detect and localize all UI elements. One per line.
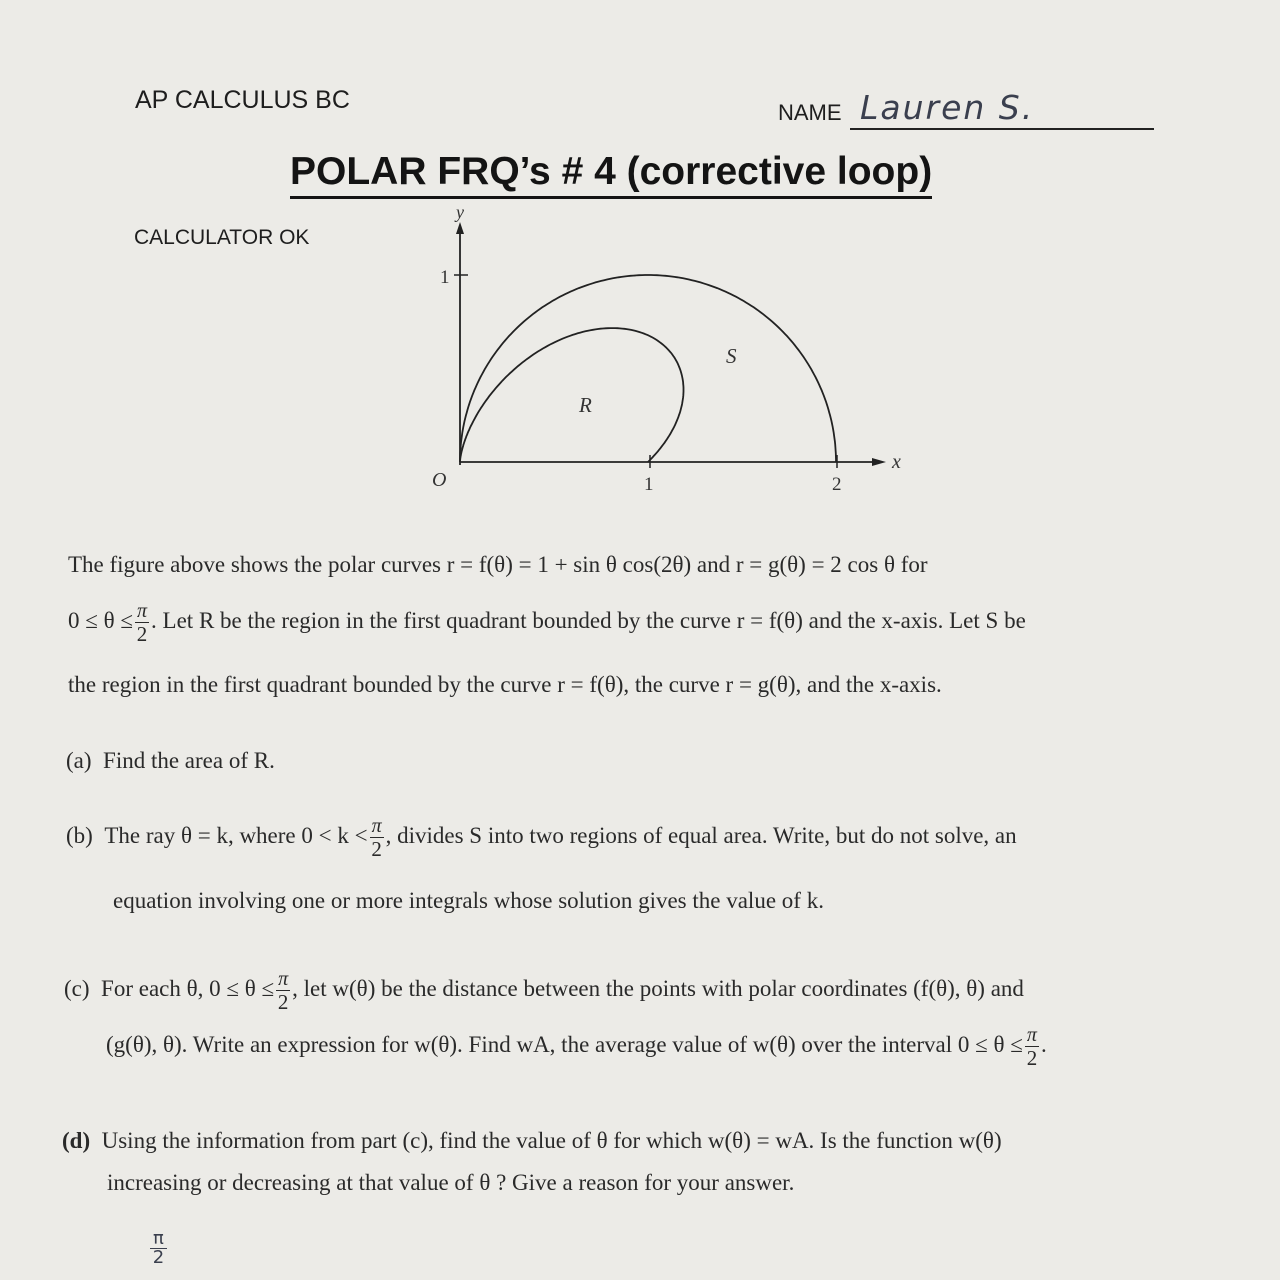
handwritten-fraction-note — [150, 1230, 167, 1267]
part-a-label: (a) — [66, 748, 92, 773]
pi-over-2-fraction — [135, 600, 149, 645]
name-label: NAME — [778, 100, 842, 125]
intro-line-2 — [68, 600, 1026, 645]
intro-line-2-start: 0 ≤ θ ≤ — [68, 607, 134, 633]
y-axis-label: y — [456, 202, 464, 222]
intro-line-1: The figure above shows the polar curves r = f(θ) = 1 + sin θ cos(2θ) and r = g(θ) = 2 cos θ for — [68, 552, 928, 577]
handwritten-name: Lauren S. — [860, 88, 1035, 127]
intro-line-2-end: . Let R be the region in the first quadrant bounded by the curve r = f(θ) and the x-axis. Let S be — [151, 607, 1026, 633]
handwritten-note-numerator: π — [150, 1230, 167, 1249]
part-a — [66, 748, 275, 774]
part-b-line-2: equation involving one or more integrals whose solution gives the value of k. — [113, 888, 824, 913]
fraction-denominator: 2 — [371, 837, 382, 861]
fraction-numerator: π — [1026, 1024, 1037, 1046]
fraction-numerator: π — [371, 815, 382, 837]
part-b-line-1-start: The ray θ = k, where 0 < k < — [104, 822, 368, 848]
name-underline — [850, 128, 1154, 130]
pi-over-2-fraction — [370, 815, 384, 860]
curve-f — [460, 328, 684, 462]
part-c-line-1 — [64, 968, 1024, 1013]
part-c-line-2-end: . — [1040, 1031, 1047, 1057]
part-c-label: (c) — [64, 975, 90, 1001]
fraction-numerator: π — [278, 968, 289, 990]
fraction-denominator: 2 — [277, 990, 289, 1014]
part-c-line-1-end: , let w(θ) be the distance between the points with polar coordinates (f(θ), θ) and — [292, 975, 1024, 1001]
part-d-line-2: increasing or decreasing at that value of θ ? Give a reason for your answer. — [107, 1170, 795, 1195]
fraction-numerator: π — [137, 600, 148, 622]
intro-line-3: the region in the first quadrant bounded by the curve r = f(θ), the curve r = g(θ), and the x-axis. — [68, 672, 942, 697]
part-b-line-1-end: , divides S into two regions of equal area. Write, but do not solve, an — [385, 822, 1017, 848]
part-b-line-1 — [66, 815, 1017, 860]
fraction-denominator: 2 — [1026, 1046, 1038, 1070]
course-title: AP CALCULUS BC — [135, 86, 350, 114]
part-c-line-2-start: (g(θ), θ). Write an expression for w(θ). Find wA, the average value of w(θ) over the interval 0 ≤ θ ≤ — [106, 1031, 1023, 1057]
part-c-line-1-start: For each θ, 0 ≤ θ ≤ — [101, 975, 275, 1001]
pi-over-2-fraction — [1025, 1024, 1039, 1069]
region-r-label: R — [579, 393, 592, 417]
part-d-line-1 — [62, 1128, 1002, 1154]
handwritten-note-denominator: 2 — [152, 1247, 165, 1268]
part-b-label: (b) — [66, 822, 93, 848]
part-d-label: (d) — [62, 1128, 91, 1153]
part-d-line-1-text: Using the information from part (c), find the value of θ for which w(θ) = wA. Is the function w(θ) — [101, 1128, 1002, 1153]
polar-curves-figure — [400, 200, 910, 500]
region-s-label: S — [726, 344, 737, 368]
y-tick-label-1: 1 — [440, 267, 450, 288]
x-tick-label-2: 2 — [832, 474, 842, 495]
x-tick-label-1: 1 — [644, 474, 654, 495]
x-axis-arrow — [872, 458, 886, 466]
y-axis-arrow — [456, 222, 464, 234]
part-c-line-2 — [106, 1024, 1047, 1069]
pi-over-2-fraction — [276, 968, 290, 1013]
page-title: POLAR FRQ’s # 4 (corrective loop) — [290, 150, 932, 199]
fraction-denominator: 2 — [136, 622, 148, 646]
calculator-note: CALCULATOR OK — [134, 226, 310, 249]
part-a-text: Find the area of R. — [103, 748, 275, 773]
name-field — [778, 88, 1154, 130]
origin-label: O — [432, 469, 447, 491]
x-axis-label: x — [892, 451, 901, 473]
